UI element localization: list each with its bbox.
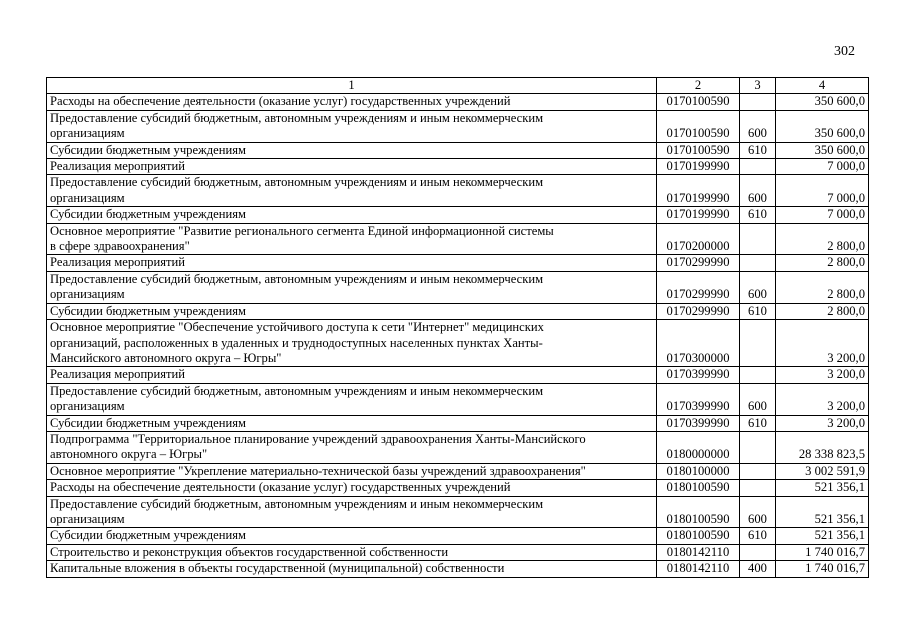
table-row: [47, 110, 869, 142]
row-type-cell: 610: [740, 528, 776, 544]
header-col-2: 2: [657, 78, 740, 94]
table-body: [47, 94, 869, 577]
row-sum-cell: 3 200,0: [776, 320, 869, 367]
row-sum-cell: 521 356,1: [776, 480, 869, 496]
header-col-1: 1: [47, 78, 657, 94]
row-type-cell: 610: [740, 142, 776, 158]
row-code-cell: 0170100590: [657, 94, 740, 110]
row-code-cell: 0180100590: [657, 496, 740, 528]
row-sum-cell: 350 600,0: [776, 94, 869, 110]
row-code-cell: 0170300000: [657, 320, 740, 367]
row-type-cell: 600: [740, 496, 776, 528]
table-row: [47, 175, 869, 207]
table-row: [47, 561, 869, 577]
row-code-cell: 0170200000: [657, 223, 740, 255]
row-code-cell: 0180100000: [657, 463, 740, 479]
row-code-cell: 0180100590: [657, 480, 740, 496]
row-type-cell: 600: [740, 175, 776, 207]
table-row: [47, 463, 869, 479]
row-name-cell: Предоставление субсидий бюджетным, автономным учреждениям и иным некоммерческим организациям: [47, 271, 657, 303]
row-type-cell: [740, 367, 776, 383]
row-sum-cell: 7 000,0: [776, 207, 869, 223]
table-row: [47, 271, 869, 303]
row-name-cell: Строительство и реконструкция объектов государственной собственности: [47, 544, 657, 560]
table-row: [47, 142, 869, 158]
row-sum-cell: 350 600,0: [776, 142, 869, 158]
row-type-cell: 400: [740, 561, 776, 577]
row-sum-cell: 3 200,0: [776, 415, 869, 431]
row-code-cell: 0170299990: [657, 271, 740, 303]
row-sum-cell: 2 800,0: [776, 271, 869, 303]
table-row: [47, 255, 869, 271]
row-type-cell: 600: [740, 110, 776, 142]
row-name-cell: Основное мероприятие "Развитие регионального сегмента Единой информационной системы в сфере здравоохранения": [47, 223, 657, 255]
row-sum-cell: 2 800,0: [776, 223, 869, 255]
row-type-cell: 610: [740, 415, 776, 431]
row-type-cell: [740, 223, 776, 255]
row-name-cell: Предоставление субсидий бюджетным, автономным учреждениям и иным некоммерческим организациям: [47, 110, 657, 142]
row-type-cell: 600: [740, 383, 776, 415]
row-name-cell: Основное мероприятие "Укрепление материально-технической базы учреждений здравоохранения": [47, 463, 657, 479]
row-name-cell: Реализация мероприятий: [47, 367, 657, 383]
row-name-cell: Реализация мероприятий: [47, 255, 657, 271]
row-type-cell: [740, 255, 776, 271]
row-type-cell: 600: [740, 271, 776, 303]
table-row: [47, 480, 869, 496]
row-name-cell: Подпрограмма "Территориальное планирование учреждений здравоохранения Ханты-Мансийского автономного округа – Югры": [47, 431, 657, 463]
budget-table: [46, 77, 869, 578]
row-code-cell: 0170399990: [657, 367, 740, 383]
row-code-cell: 0170399990: [657, 383, 740, 415]
row-name-cell: Расходы на обеспечение деятельности (оказание услуг) государственных учреждений: [47, 480, 657, 496]
row-code-cell: 0170199990: [657, 159, 740, 175]
row-name-cell: Предоставление субсидий бюджетным, автономным учреждениям и иным некоммерческим организациям: [47, 496, 657, 528]
row-sum-cell: 3 200,0: [776, 367, 869, 383]
row-sum-cell: 521 356,1: [776, 528, 869, 544]
row-sum-cell: 1 740 016,7: [776, 544, 869, 560]
row-sum-cell: 521 356,1: [776, 496, 869, 528]
row-name-cell: Субсидии бюджетным учреждениям: [47, 207, 657, 223]
row-code-cell: 0180142110: [657, 544, 740, 560]
table-row: [47, 94, 869, 110]
row-code-cell: 0180000000: [657, 431, 740, 463]
row-type-cell: [740, 320, 776, 367]
row-type-cell: [740, 94, 776, 110]
table-row: [47, 544, 869, 560]
page-number: 302: [834, 44, 855, 59]
table-row: [47, 303, 869, 319]
row-type-cell: 610: [740, 303, 776, 319]
row-name-cell: Реализация мероприятий: [47, 159, 657, 175]
row-sum-cell: 350 600,0: [776, 110, 869, 142]
row-type-cell: 610: [740, 207, 776, 223]
row-name-cell: Предоставление субсидий бюджетным, автономным учреждениям и иным некоммерческим организациям: [47, 175, 657, 207]
row-sum-cell: 3 002 591,9: [776, 463, 869, 479]
row-type-cell: [740, 431, 776, 463]
row-sum-cell: 2 800,0: [776, 303, 869, 319]
row-name-cell: Предоставление субсидий бюджетным, автономным учреждениям и иным некоммерческим организациям: [47, 383, 657, 415]
row-sum-cell: 7 000,0: [776, 175, 869, 207]
table-row: [47, 431, 869, 463]
row-code-cell: 0180100590: [657, 528, 740, 544]
row-type-cell: [740, 159, 776, 175]
row-code-cell: 0170399990: [657, 415, 740, 431]
row-code-cell: 0170299990: [657, 303, 740, 319]
row-sum-cell: 7 000,0: [776, 159, 869, 175]
row-name-cell: Субсидии бюджетным учреждениям: [47, 528, 657, 544]
table-header: [47, 78, 869, 94]
header-row: [47, 78, 869, 94]
row-code-cell: 0170199990: [657, 207, 740, 223]
header-col-3: 3: [740, 78, 776, 94]
header-col-4: 4: [776, 78, 869, 94]
table-row: [47, 415, 869, 431]
row-sum-cell: 28 338 823,5: [776, 431, 869, 463]
table-row: [47, 159, 869, 175]
row-name-cell: Расходы на обеспечение деятельности (оказание услуг) государственных учреждений: [47, 94, 657, 110]
table-row: [47, 383, 869, 415]
table-row: [47, 528, 869, 544]
row-code-cell: 0170100590: [657, 142, 740, 158]
row-code-cell: 0170100590: [657, 110, 740, 142]
row-name-cell: Субсидии бюджетным учреждениям: [47, 415, 657, 431]
row-code-cell: 0170199990: [657, 175, 740, 207]
row-type-cell: [740, 463, 776, 479]
table-row: [47, 320, 869, 367]
row-type-cell: [740, 544, 776, 560]
row-name-cell: Капитальные вложения в объекты государственной (муниципальной) собственности: [47, 561, 657, 577]
table-row: [47, 496, 869, 528]
row-code-cell: 0180142110: [657, 561, 740, 577]
row-sum-cell: 3 200,0: [776, 383, 869, 415]
row-sum-cell: 2 800,0: [776, 255, 869, 271]
row-name-cell: Субсидии бюджетным учреждениям: [47, 303, 657, 319]
table-row: [47, 207, 869, 223]
row-name-cell: Основное мероприятие "Обеспечение устойчивого доступа к сети "Интернет" медицинских организаций, расположенных в удаленных и труднодоступных населенных пунктах Ханты- Мансийского автономного округа – Югры": [47, 320, 657, 367]
row-sum-cell: 1 740 016,7: [776, 561, 869, 577]
row-name-cell: Субсидии бюджетным учреждениям: [47, 142, 657, 158]
table-row: [47, 367, 869, 383]
row-code-cell: 0170299990: [657, 255, 740, 271]
table-row: [47, 223, 869, 255]
row-type-cell: [740, 480, 776, 496]
